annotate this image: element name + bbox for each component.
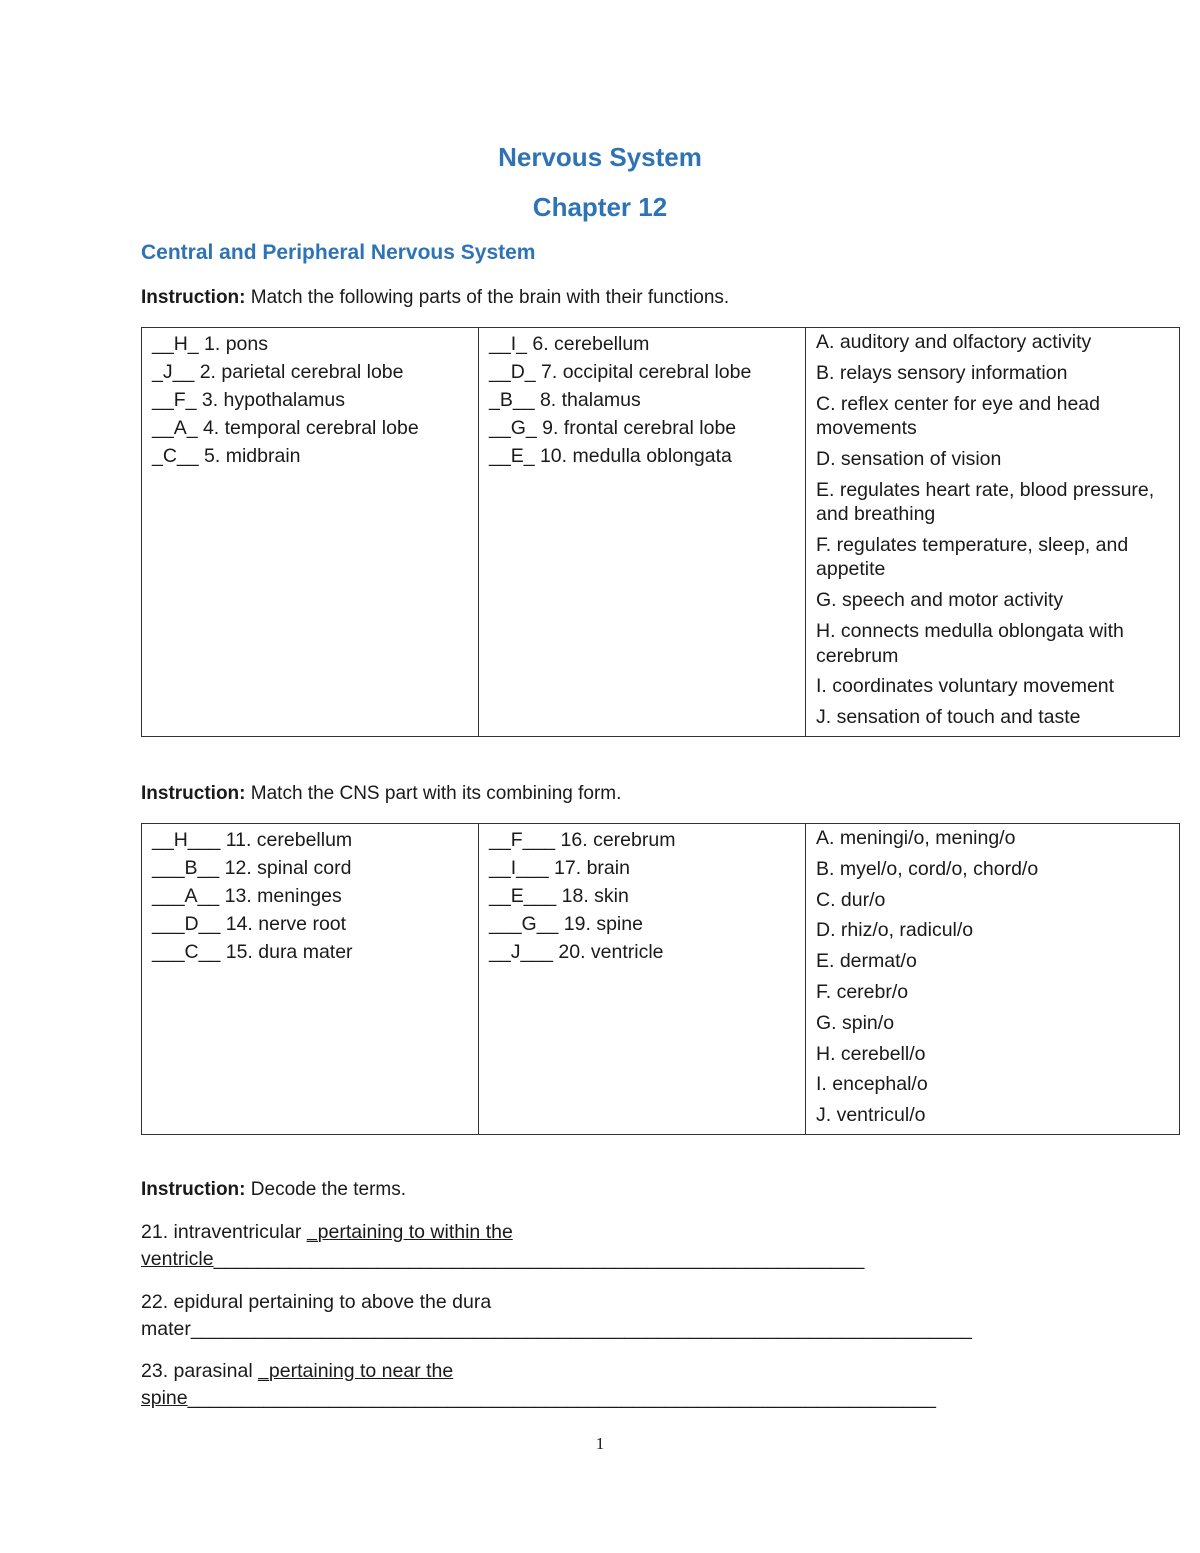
decode-answer[interactable]: mater [141, 1318, 191, 1340]
answer-blank[interactable]: _____________________________________________________________________ [187, 1387, 936, 1409]
answer-blank[interactable]: ____________________________________________________________ [213, 1248, 865, 1270]
instruction-3-label: Instruction: [141, 1179, 246, 1200]
instruction-2-label: Instruction: [141, 783, 246, 804]
instruction-3-text: Decode the terms. [245, 1179, 407, 1200]
decode-term: 23. parasinal [141, 1360, 259, 1382]
match-item[interactable]: __I___ 17. brain [489, 857, 630, 879]
combining-forms-table [141, 823, 1180, 1135]
combining-form-option: C. dur/o [816, 888, 886, 911]
match-item[interactable]: __E___ 18. skin [489, 885, 629, 907]
match-item[interactable]: _J__ 2. parietal cerebral lobe [152, 361, 404, 383]
match-item[interactable]: _B__ 8. thalamus [489, 389, 641, 411]
match-item[interactable]: __F___ 16. cerebrum [489, 829, 676, 851]
match-item[interactable]: __I_ 6. cerebellum [489, 333, 650, 355]
combining-form-option: J. ventricul/o [816, 1104, 926, 1127]
page-number: 1 [595, 1434, 605, 1453]
chapter-title: Chapter 12 [532, 192, 668, 222]
decode-answer[interactable]: spine [141, 1387, 188, 1409]
function-option: G. speech and motor activity [816, 589, 1064, 612]
match-item[interactable]: __G_ 9. frontal cerebral lobe [489, 417, 737, 439]
match-item[interactable]: ___A__ 13. meninges [152, 885, 342, 907]
instruction-1-text: Match the following parts of the brain with their functions. [245, 287, 730, 308]
match-item[interactable]: ___G__ 19. spine [489, 913, 643, 935]
combining-form-option: E. dermat/o [816, 950, 917, 973]
section-heading: Central and Peripheral Nervous System [141, 241, 536, 264]
instruction-2-text: Match the CNS part with its combining form. [245, 783, 622, 804]
decode-answer[interactable]: _pertaining to near the [258, 1360, 454, 1382]
match-item[interactable]: __E_ 10. medulla oblongata [489, 445, 732, 467]
function-option: F. regulates temperature, sleep, and appetite [816, 533, 1129, 581]
instruction-1-label: Instruction: [141, 287, 246, 308]
function-option: J. sensation of touch and taste [816, 706, 1081, 729]
instruction-2 [141, 783, 621, 805]
combining-form-option: F. cerebr/o [816, 980, 909, 1003]
match-item[interactable]: __A_ 4. temporal cerebral lobe [152, 417, 419, 439]
match-item[interactable]: ___C__ 15. dura mater [152, 941, 353, 963]
function-option: B. relays sensory information [816, 361, 1068, 384]
function-option: C. reflex center for eye and head movements [816, 392, 1100, 440]
function-option: E. regulates heart rate, blood pressure, and breathing [816, 478, 1155, 526]
match-item[interactable]: __D_ 7. occipital cerebral lobe [489, 361, 752, 383]
match-item[interactable]: __F_ 3. hypothalamus [152, 389, 345, 411]
brain-parts-col-1 [142, 328, 479, 737]
combining-form-option: A. meningi/o, mening/o [816, 827, 1016, 849]
combining-form-option: D. rhiz/o, radicul/o [816, 919, 974, 942]
brain-functions-col [806, 328, 1180, 737]
document-title: Nervous System [498, 142, 702, 172]
cns-parts-col-2 [479, 824, 806, 1135]
combining-form-option: B. myel/o, cord/o, chord/o [816, 857, 1039, 880]
combining-form-option: I. encephal/o [816, 1073, 928, 1096]
cns-parts-col-1 [142, 824, 479, 1135]
match-item[interactable]: __J___ 20. ventricle [489, 941, 664, 963]
decode-term: 22. epidural pertaining to above the dura [141, 1291, 492, 1313]
decode-answer[interactable]: _pertaining to within the [306, 1221, 513, 1243]
combining-forms-col [806, 824, 1180, 1135]
decode-item-22 [141, 1289, 972, 1343]
match-item[interactable]: __H_ 1. pons [152, 333, 269, 355]
match-item[interactable]: _C__ 5. midbrain [152, 445, 301, 467]
match-item[interactable]: ___D__ 14. nerve root [152, 913, 347, 935]
instruction-1 [141, 287, 729, 309]
instruction-3 [141, 1179, 406, 1201]
decode-item-23 [141, 1358, 936, 1412]
decode-term: 21. intraventricular [141, 1221, 307, 1243]
combining-form-option: H. cerebell/o [816, 1042, 926, 1065]
decode-item-21 [141, 1219, 864, 1273]
brain-parts-table [141, 327, 1180, 737]
function-option: A. auditory and olfactory activity [816, 331, 1092, 353]
function-option: H. connects medulla oblongata with cerebrum [816, 620, 1124, 667]
answer-blank[interactable]: ________________________________________________________________________ [190, 1318, 972, 1340]
decode-answer[interactable]: ventricle [141, 1248, 214, 1270]
match-item[interactable]: ___B__ 12. spinal cord [152, 857, 352, 879]
brain-parts-col-2 [479, 328, 806, 737]
match-item[interactable]: __H___ 11. cerebellum [152, 829, 353, 851]
combining-form-option: G. spin/o [816, 1011, 895, 1034]
function-option: D. sensation of vision [816, 447, 1002, 470]
function-option: I. coordinates voluntary movement [816, 675, 1115, 698]
